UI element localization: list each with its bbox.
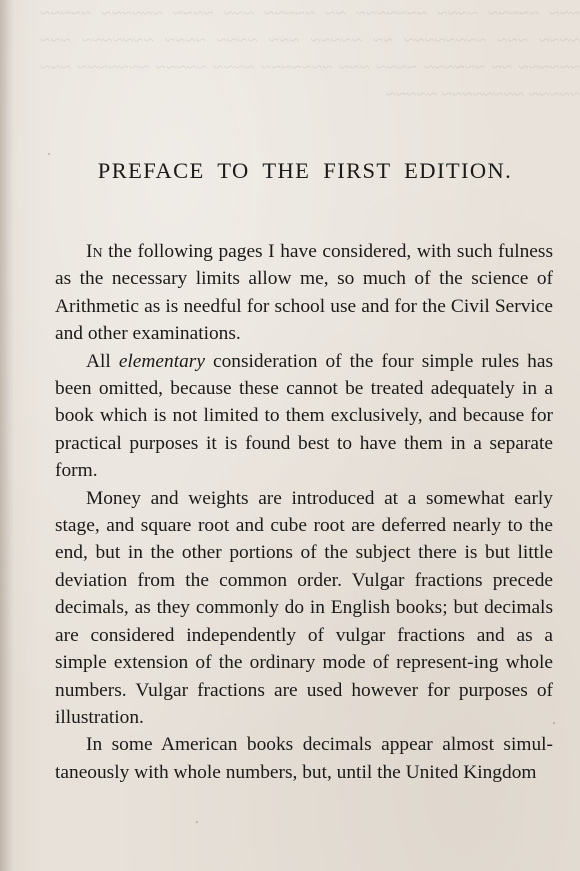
paragraph-2-emphasis: elementary — [118, 350, 205, 372]
paper-speck — [48, 153, 50, 155]
paragraph-3: Money and weights are introduced at a somewhat early stage, and square root and cube root are deferred nearly to the end, but in the other portions of the subject there is but little deviation from the common order. Vulgar fractions precede decimals, as they commonly do in English books; but decimals are considered independently of vulgar fractions and as a simple extension of the ordinary mode of represent-ing whole numbers. Vulgar fractions are used however for purposes of illustration. — [55, 487, 553, 728]
paper-speck — [196, 821, 198, 823]
paragraph-2 — [55, 348, 553, 485]
paragraph-1-text: the following pages I have considered, with such fulness as the necessary limits allow me, so much of the science of Arithmetic as is needful for school use and for the Civil Service and other examinations. — [55, 241, 553, 345]
preface-heading: PREFACE TO THE FIRST EDITION. — [97, 158, 513, 183]
paper-speck — [553, 722, 555, 724]
paragraph-1 — [55, 238, 553, 348]
preface-body — [55, 238, 553, 786]
show-through-text: ~~~ ~~~~~ ~~~~ ~~~~~~~ ~~ ~~~~~ ~~~ ~~~~ ~~~~~~ ~~~~~ ~~~~ ~~~ ~~~~~~~~ ~~ ~~~~~ ~~~ ~~~~ ~~~~ ~~~~~~~ ~~~ ~~~~~~ ~~ ~~~~~~ ~~~~ ~~~ ~~~~~~~ ~~~~ ~~~~~ ~~~~~~~ ~~~ ~~~~~ ~~~~~~~~ ~~~~~ — [40, 3, 580, 105]
paragraph-1-lead: In — [86, 241, 103, 262]
page-gutter-shadow — [0, 0, 14, 871]
paragraph-2-after: consideration of the four simple rules has been omitted, because these cannot be treated adequately in a book which is not limited to them exclusively, and because for practical purposes it is found best to have them in a separate form. — [55, 350, 553, 482]
paragraph-2-before: All — [86, 350, 119, 372]
paragraph-4: In some American books decimals appear almost simul-taneously with whole numbers, but, until the United Kingdom — [55, 734, 553, 783]
